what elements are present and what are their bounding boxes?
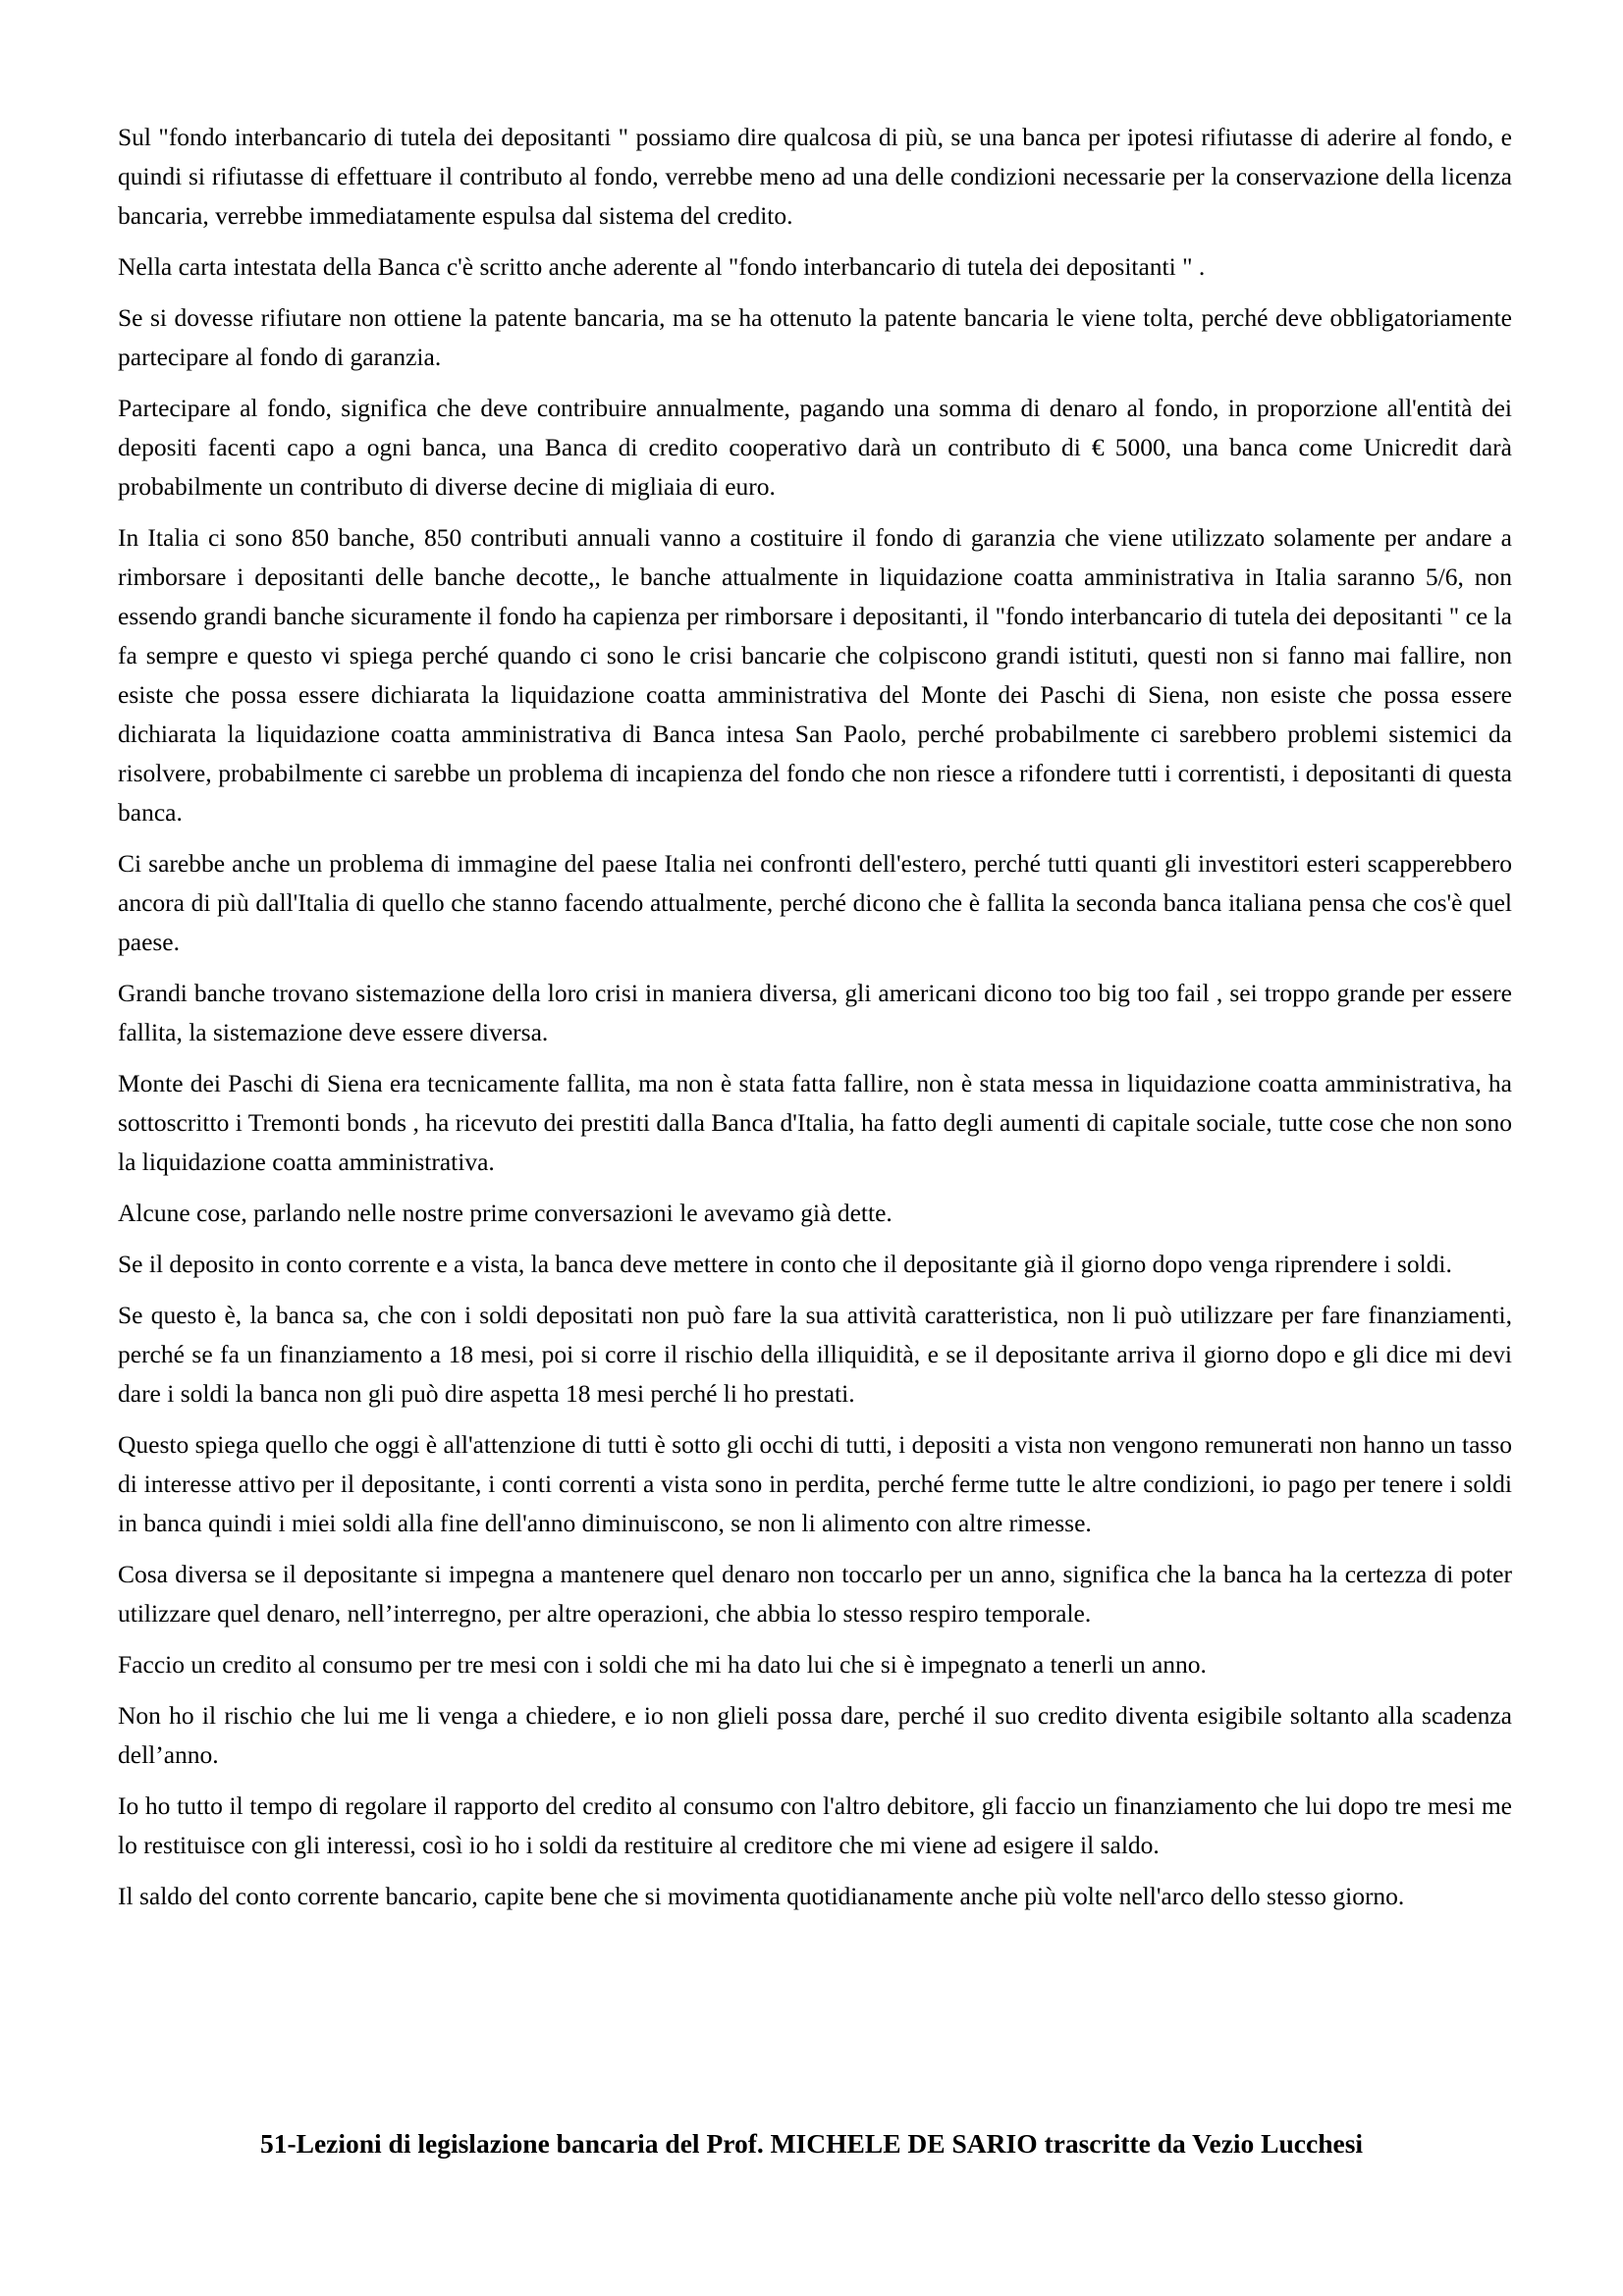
paragraph: Faccio un credito al consumo per tre mesi con i soldi che mi ha dato lui che si è impegnato a tenerli un anno. (118, 1650, 1207, 1679)
paragraph: Nella carta intestata della Banca c'è scritto anche aderente al "fondo interbancario di tutela dei depositanti " . (118, 252, 1206, 281)
paragraph: Io ho tutto il tempo di regolare il rapporto del credito al consumo con l'altro debitore, gli faccio un finanziamento che lui dopo tre mesi me lo restituisce con gli interessi, così io ho i soldi da restituire al creditore che mi viene ad esigere il saldo. (118, 1791, 1512, 1859)
paragraph: Sul "fondo interbancario di tutela dei depositanti " possiamo dire qualcosa di più, se una banca per ipotesi rifiutasse di aderire al fondo, e quindi si rifiutasse di effettuare il contributo al fondo, verrebbe meno ad una delle condizioni necessarie per la conservazione della licenza bancaria, verrebbe immediatamente espulsa dal sistema del credito. (118, 123, 1512, 230)
paragraph: In Italia ci sono 850 banche, 850 contributi annuali vanno a costituire il fondo di garanzia che viene utilizzato solamente per andare a rimborsare i depositanti delle banche decotte,, le banche attualmente in liquidazione coatta amministrativa in Italia saranno 5/6, non essendo grandi banche sicuramente il fondo ha capienza per rimborsare i depositanti, il "fondo interbancario di tutela dei depositanti " ce la fa sempre e questo vi spiega perché quando ci sono le crisi bancarie che colpiscono grandi istituti, questi non si fanno mai fallire, non esiste che possa essere dichiarata la liquidazione coatta amministrativa del Monte dei Paschi di Siena, non esiste che possa essere dichiarata la liquidazione coatta amministrativa di Banca intesa San Paolo, perché probabilmente ci sarebbero problemi sistemici da risolvere, probabilmente ci sarebbe un problema di incapienza del fondo che non riesce a rifondere tutti i correntisti, i depositanti di questa banca. (118, 523, 1512, 827)
paragraph: Alcune cose, parlando nelle nostre prime conversazioni le avevamo già dette. (118, 1199, 893, 1227)
paragraph: Se il deposito in conto corrente e a vista, la banca deve mettere in conto che il depositante già il giorno dopo venga riprendere i soldi. (118, 1250, 1452, 1278)
paragraph: Grandi banche trovano sistemazione della loro crisi in maniera diversa, gli americani dicono too big too fail , sei troppo grande per essere fallita, la sistemazione deve essere diversa. (118, 979, 1512, 1046)
paragraph: Se questo è, la banca sa, che con i soldi depositati non può fare la sua attività caratteristica, non li può utilizzare per fare finanziamenti, perché se fa un finanziamento a 18 mesi, poi si corre il rischio della illiquidità, e se il depositante arriva il giorno dopo e gli dice mi devi dare i soldi la banca non gli può dire aspetta 18 mesi perché li ho prestati. (118, 1301, 1512, 1408)
paragraph: Il saldo del conto corrente bancario, capite bene che si movimenta quotidianamente anche più volte nell'arco dello stesso giorno. (118, 1882, 1405, 1910)
paragraph: Se si dovesse rifiutare non ottiene la patente bancaria, ma se ha ottenuto la patente bancaria le viene tolta, perché deve obbligatoriamente partecipare al fondo di garanzia. (118, 303, 1512, 371)
paragraph: Questo spiega quello che oggi è all'attenzione di tutti è sotto gli occhi di tutti, i depositi a vista non vengono remunerati non hanno un tasso di interesse attivo per il depositante, i conti correnti a vista sono in perdita, perché ferme tutte le altre condizioni, io pago per tenere i soldi in banca quindi i miei soldi alla fine dell'anno diminuiscono, se non li alimento con altre rimesse. (118, 1430, 1512, 1537)
paragraph: Partecipare al fondo, significa che deve contribuire annualmente, pagando una somma di denaro al fondo, in proporzione all'entità dei depositi facenti capo a ogni banca, una Banca di credito cooperativo darà un contributo di € 5000, una banca come Unicredit darà probabilmente un contributo di diverse decine di migliaia di euro. (118, 394, 1512, 501)
paragraph: Ci sarebbe anche un problema di immagine del paese Italia nei confronti dell'estero, perché tutti quanti gli investitori esteri scapperebbero ancora di più dall'Italia di quello che stanno facendo attualmente, perché dicono che è fallita la seconda banca italiana pensa che cos'è quel paese. (118, 849, 1512, 956)
paragraph: Non ho il rischio che lui me li venga a chiedere, e io non glieli possa dare, perché il suo credito diventa esigibile soltanto alla scadenza dell’anno. (118, 1701, 1512, 1769)
paragraph: Monte dei Paschi di Siena era tecnicamente fallita, ma non è stata fatta fallire, non è stata messa in liquidazione coatta amministrativa, ha sottoscritto i Tremonti bonds , ha ricevuto dei prestiti dalla Banca d'Italia, ha fatto degli aumenti di capitale sociale, tutte cose che non sono la liquidazione coatta amministrativa. (118, 1069, 1512, 1176)
document-body (118, 118, 1512, 1928)
paragraph: Cosa diversa se il depositante si impegna a mantenere quel denaro non toccarlo per un anno, significa che la banca ha la certezza di poter utilizzare quel denaro, nell’interregno, per altre operazioni, che abbia lo stesso respiro temporale. (118, 1560, 1512, 1628)
page-footer: 51-Lezioni di legislazione bancaria del Prof. MICHELE DE SARIO trascritte da Vezio Lucchesi (259, 2128, 1364, 2159)
